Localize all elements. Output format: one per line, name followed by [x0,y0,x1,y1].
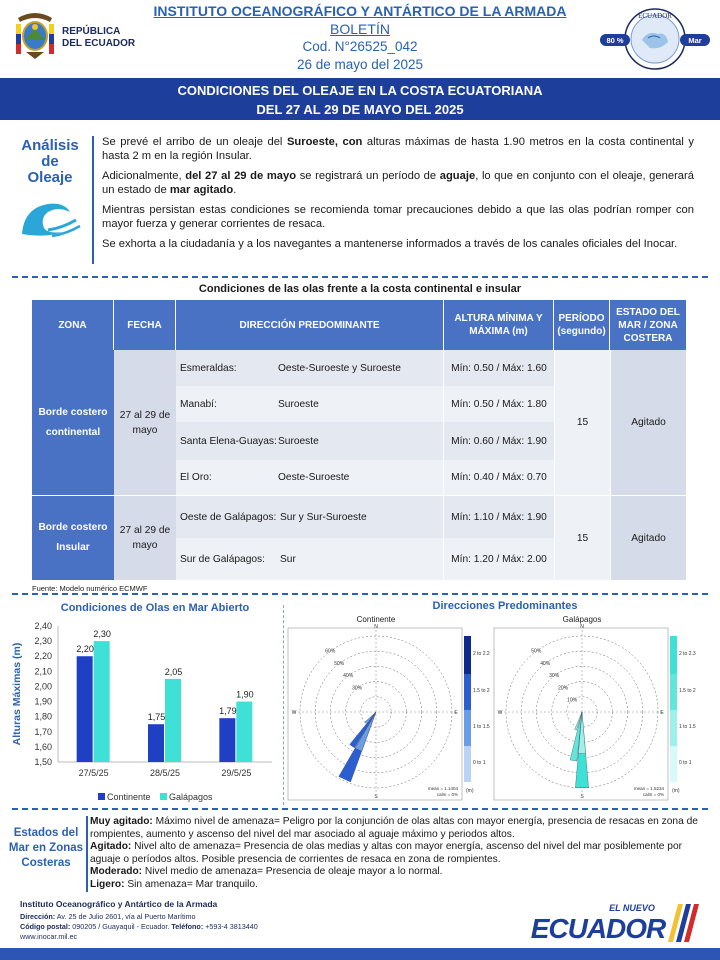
rose-ring-label: 30% [549,673,560,680]
legend-swatch [98,793,105,800]
y-tick-label: 1,50 [34,757,52,767]
data-label: 2,20 [76,644,94,655]
doc-code: Cod. N°26525_042 [302,39,418,54]
rose-title: Galápagos [562,615,602,624]
el-nuevo-ecuador-logo [532,898,702,944]
rose-legend-swatch [464,674,471,710]
band-line-1: CONDICIONES DEL OLEAJE EN LA COSTA ECUATORIANA [177,83,543,98]
header [0,0,720,78]
bar [94,641,110,762]
y-tick-label: 1,70 [34,726,52,737]
rose-ring-label: 50% [531,648,542,655]
title-band [0,78,720,120]
bar [165,679,181,762]
table-row: Oeste de Galápagos: Sur y Sur-Suroeste [176,496,444,538]
rose-legend-swatch [464,746,471,782]
bottom-band [0,948,720,960]
ecuador-sea-seal-icon [598,4,712,74]
y-tick-label: 2,00 [34,681,52,692]
rose-legend-swatch [464,636,471,674]
estado-muy-agitado: Muy agitado: Máximo nivel de amenaza= Peligro por la conjunción de olas altas con mayor energía, presencia de resacas en zona de rompientes, aumento y ascenso del nivel del mar asociado al aguaje máximo y periodos altos. [90,816,698,840]
rose-legend-label: 0 to 1 [679,760,692,766]
header-direccion: DIRECCIÓN PREDOMINANTE [176,300,444,350]
estados-divider [86,816,88,892]
rose-stats: mean = 1.1404 [427,786,458,791]
footer-info: Dirección: Av. 25 de Julio 2601, vía al Puerto Marítimo Código postal: 090205 / Guayaquil - Ecuador. Teléfono: +593-4 3813440 www.inocar.mil.ec [20,912,258,941]
band-line-2: DEL 27 AL 29 DE MAYO DEL 2025 [256,102,464,117]
analysis-p2: Adicionalmente, del 27 al 29 de mayo se registrará un período de aguaje, lo que en conjunto con el oleaje, generará un estado de mar agitado. [102,170,694,196]
table-row: Sur de Galápagos: Sur [176,538,444,580]
rose-stats: mean = 1.5234 [633,786,664,791]
rose-ring-label: 40% [540,660,551,667]
estado-agitado: Agitado: Nivel alto de amenaza= Presencia de olas medias y altas con mayor energía, ascenso del nivel del mar posiblemente por aguaje o períodos altos. Posible presencia de corrientes de resaca en zona de rompientes. [90,841,683,865]
wave-conditions-table [32,300,686,580]
rose-continente [286,612,490,806]
bar [236,702,252,762]
bar [219,718,235,762]
table-row: Manabí: Suroeste [176,386,444,422]
y-tick-label: 2,30 [34,636,52,647]
divider [12,276,708,278]
analysis-divider [92,136,94,264]
data-label: 1,75 [147,712,166,723]
rose-dir-label: E [660,710,664,716]
analysis-p3: Mientras persistan estas condiciones se recomienda tomar precauciones debido a que las olas podrían romper con mayor fuerza y generar corrientes de resaca. [102,204,694,230]
data-label: 1,90 [236,689,254,700]
header-zona: ZONA [32,300,114,350]
footer-web-link[interactable]: www.inocar.mil.ec [20,932,78,941]
rose-ring-label: 30% [352,685,363,692]
table-row: Esmeraldas: Oeste-Suroeste y Suroeste [176,350,444,386]
header-altura: ALTURA MÍNIMA Y MÁXIMA (m) [444,300,554,350]
zone-insular: Borde costero Insular [32,496,114,580]
rose-ring-label: 20% [558,685,569,692]
y-tick-label: 1,80 [34,711,52,722]
rose-ring-label: 50% [334,660,345,667]
analysis-p1: Se prevé el arribo de un oleaje del Suroeste, con alturas máximas de hasta 1.90 metros en la costa continental y hasta 2 m en la región Insular. [102,136,694,162]
table-cell-height: Mín: 1.10 / Máx: 1.90 [444,496,554,538]
svg-text:EL NUEVO: EL NUEVO [609,903,655,913]
rose-galapagos [492,612,696,806]
rose-legend-swatch [670,710,677,746]
rose-legend-label: 2 to 2.2 [473,651,490,657]
table-cell-height: Mín: 1.20 / Máx: 2.00 [444,538,554,580]
header-estado: ESTADO DEL MAR / ZONA COSTERA [610,300,686,350]
rose-dir-label: N [374,624,378,630]
estado-continental: Agitado [610,350,686,496]
rose-ring-label: 10% [567,697,578,704]
rose-legend-label: 2 to 2.3 [679,651,696,657]
rose-legend-label: 1 to 1.5 [473,724,490,730]
data-label: 2,30 [93,629,111,640]
rose-dir-label: S [580,794,584,800]
rose-stats: calm = 0% [642,792,664,797]
y-tick-label: 2,10 [34,666,52,677]
x-tick-label: 27/5/25 [78,768,109,778]
seal-left-text: 80 % [606,36,624,45]
rose-legend-label: 1 to 1.5 [679,724,696,730]
legend-entry: Continente [107,792,151,802]
legend-swatch [160,793,167,800]
roses-title: Direcciones Predominantes [432,600,578,612]
rose-ring-label: 60% [325,648,336,655]
coat-of-arms-icon [14,10,56,60]
table-title: Condiciones de las olas frente a la costa continental e insular [198,283,522,295]
rose-dir-label: W [291,710,297,716]
table-row: Santa Elena-Guayas: Suroeste [176,422,444,460]
rose-legend-swatch [670,746,677,782]
rose-dir-label: N [580,624,584,630]
y-tick-label: 1,90 [34,696,52,707]
table-cell-height: Mín: 0.60 / Máx: 1.90 [444,422,554,460]
fecha-continental: 27 al 29 de mayo [114,350,176,496]
analysis-heading: Análisis de Oleaje [12,132,88,264]
estado-insular: Agitado [610,496,686,580]
y-axis-label: Alturas Máximas (m) [11,642,23,746]
table-cell-height: Mín: 0.40 / Máx: 0.70 [444,460,554,496]
estados-title: Estados del Mar en Zonas Costeras [8,827,84,869]
table-source: Fuente: Modelo numérico ECMWF [32,584,148,593]
rose-unit: (m) [672,788,680,794]
chart-divider [283,605,284,805]
header-title-block [120,2,600,74]
divider [12,808,708,810]
institution-name: INSTITUTO OCEANOGRÁFICO Y ANTÁRTICO DE LA ARMADA [153,3,567,19]
rose-unit: (m) [466,788,474,794]
table-row: El Oro: Oeste-Suroeste [176,460,444,496]
header-fecha: FECHA [114,300,176,350]
seal-top-text: ECUADOR [638,12,672,20]
rose-legend-label: 1.5 to 2 [679,688,696,694]
table-cell-height: Mín: 0.50 / Máx: 1.80 [444,386,554,422]
wave-icon [18,194,82,238]
x-tick-label: 29/5/25 [221,768,252,778]
data-label: 2,05 [164,666,183,677]
analysis-p4: Se exhorta a la ciudadanía y a los navegantes a mantenerse informados a través de los canales oficiales del Inocar. [102,238,678,250]
x-tick-label: 28/5/25 [149,768,181,778]
y-tick-label: 2,20 [34,651,52,662]
estados-text [90,816,702,891]
periodo-continental: 15 [554,350,610,496]
estado-ligero: Ligero: Sin amenaza= Mar tranquilo. [90,878,258,890]
analysis-text [102,135,694,257]
svg-text:ECUADOR: ECUADOR [530,913,666,944]
fecha-insular: 27 al 29 de mayo [114,496,176,580]
seal-right-text: Mar [688,36,702,45]
y-tick-label: 1,60 [34,741,52,752]
periodo-insular: 15 [554,496,610,580]
rose-dir-label: S [374,794,378,800]
rose-petal [355,712,376,751]
estado-moderado: Moderado: Nivel medio de amenaza= Presencia de oleaje mayor a lo normal. [90,866,443,877]
y-tick-label: 2,40 [34,621,52,631]
header-periodo: PERÍODO (segundo) [554,300,610,350]
bar-chart-title: Condiciones de Olas en Mar Abierto [60,602,250,614]
rose-dir-label: E [454,710,458,716]
bar [77,656,93,762]
republic-label: REPÚBLICA DEL ECUADOR [62,26,136,49]
bar [148,724,164,762]
doc-type: BOLETÍN [330,21,390,37]
footer-org: Instituto Oceanográfico y Antártico de la Armada [20,899,218,909]
rose-legend-swatch [670,674,677,710]
doc-date: 26 de mayo del 2025 [296,57,424,72]
rose-dir-label: W [497,710,503,716]
rose-ring-label: 40% [343,673,354,680]
rose-legend-swatch [464,710,471,746]
data-label: 1,79 [219,706,237,717]
bar-chart [6,616,282,808]
rose-stats: calm = 0% [436,792,458,797]
rose-legend-label: 1.5 to 2 [473,688,490,694]
divider [12,593,708,595]
legend-entry: Galápagos [169,792,213,802]
zone-continental: Borde costero continental [32,350,114,496]
table-cell-height: Mín: 0.50 / Máx: 1.60 [444,350,554,386]
rose-title: Continente [356,615,396,624]
rose-legend-swatch [670,636,677,674]
rose-legend-label: 0 to 1 [473,760,486,766]
